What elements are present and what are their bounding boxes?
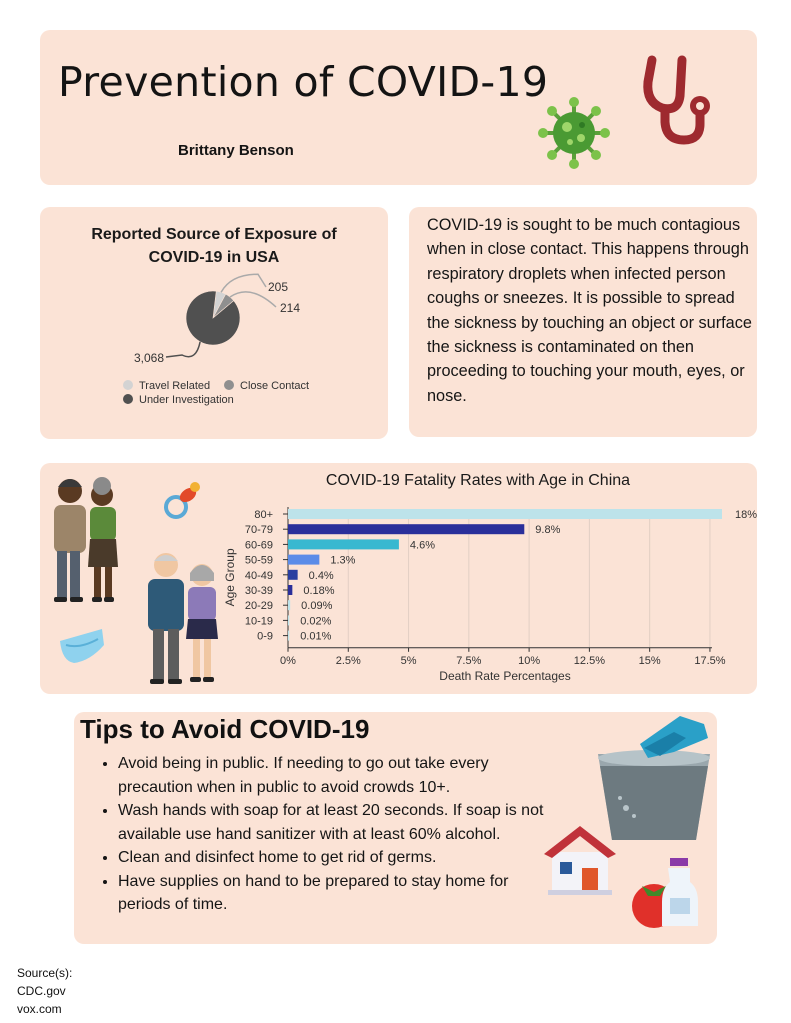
bar-0-9 [288,631,289,641]
pie-legend-label: Under Investigation [139,394,234,406]
page-title: Prevention of COVID-19 [58,58,549,106]
header-panel [40,30,757,185]
bar-x-tick-label: 15% [638,654,661,667]
bar-category-label: 10-19 [244,615,273,628]
exposure-pie-panel [40,207,388,439]
bar-x-tick-label: 12.5% [573,654,605,667]
sources-label: Source(s): [17,966,73,980]
pie-title-line1: Reported Source of Exposure of [91,226,337,243]
bar-10-19 [288,615,289,625]
bar-category-label: 60-69 [244,539,273,552]
bar-x-tick-label: 5% [400,654,417,667]
pie-value-label: 205 [268,280,289,294]
bar-20-29 [288,600,290,610]
pie-legend-swatch [123,380,133,390]
bar-value-label: 0.02% [300,615,332,628]
bar-x-tick-label: 17.5% [694,654,726,667]
bar-30-39 [288,585,292,595]
bar-category-label: 80+ [254,509,273,521]
tip-item-wash-hands: • Wash hands with soap for at least 20 seconds. If soap is not available use hand sanitizer with at least 60% alcohol. [118,799,548,846]
fatality-bar-chart [40,463,757,694]
tips-panel [74,712,717,944]
bar-x-tick-label: 2.5% [335,654,361,667]
bar-category-label: 50-59 [244,554,273,567]
tips-illustrations [74,712,717,944]
source-cdc: CDC.gov [17,984,66,998]
tips-title: Tips to Avoid COVID-19 [80,714,370,744]
pie-legend-label: Close Contact [240,380,310,392]
bar-60-69 [288,539,399,549]
pie-title-line2: COVID-19 in USA [148,249,280,266]
bar-80+ [288,509,722,519]
tip-item-avoid-public: • Avoid being in public. If needing to go out take every precaution when in public to avoid crowds 10+. [118,752,548,799]
bar-value-label: 18% [735,509,757,521]
sources-block [17,964,72,1018]
bar-value-label: 0.18% [303,585,335,597]
pie-legend-label: Travel Related [139,380,211,392]
house-icon [544,826,616,895]
bar-x-tick-label: 0% [280,654,296,667]
bar-x-tick-label: 10% [518,654,541,667]
pie-legend-swatch [224,380,234,390]
bar-category-label: 20-29 [244,600,273,613]
bar-50-59 [288,555,319,565]
tip-item-disinfect: • Clean and disinfect home to get rid of germs. [118,846,548,870]
bar-x-tick-label: 7.5% [456,654,482,667]
bar-value-label: 0.09% [301,600,333,613]
bar-category-label: 0-9 [257,630,273,643]
bar-chart-title: COVID-19 Fatality Rates with Age in China [325,472,631,489]
source-vox: vox.com [17,1002,62,1016]
bar-y-axis-label: Age Group [223,548,237,607]
bar-x-axis-label: Death Rate Percentages [439,668,571,683]
tip-item-supplies: • Have supplies on hand to be prepared to stay home for periods of time. [118,870,548,917]
transmission-info-text: COVID-19 is sought to be much contagious when in close contact. This happens through respiratory droplets when infected person coughs or sneezes. It is possible to spread the sickness by touching an object or surface the sickness is contaminated on then proceeding to touching your mouth, eyes, or nose. [427,216,752,405]
pie-legend-swatch [123,394,133,404]
bar-category-label: 40-49 [244,569,273,582]
bar-40-49 [288,570,298,580]
author-name: Brittany Benson [178,142,294,159]
transmission-info-panel [409,207,757,437]
virus-icon [537,96,611,170]
bar-value-label: 4.6% [409,539,435,552]
fatality-chart-panel [40,463,757,694]
bar-value-label: 1.3% [330,554,356,567]
pie-value-label: 3,068 [133,351,164,365]
pie-leader-line [166,342,200,357]
hand-washing-icon [598,716,710,840]
bar-value-label: 0.4% [308,569,334,582]
bar-category-label: 70-79 [244,524,273,537]
stethoscope-icon [638,52,718,148]
pie-leader-line [221,274,266,292]
bar-value-label: 0.01% [300,630,332,643]
bar-category-label: 30-39 [244,585,273,597]
bar-70-79 [288,524,524,534]
pie-value-label: 214 [280,301,301,315]
bar-value-label: 9.8% [535,524,561,537]
bottle-icon [662,858,698,926]
exposure-pie-chart [40,207,388,439]
